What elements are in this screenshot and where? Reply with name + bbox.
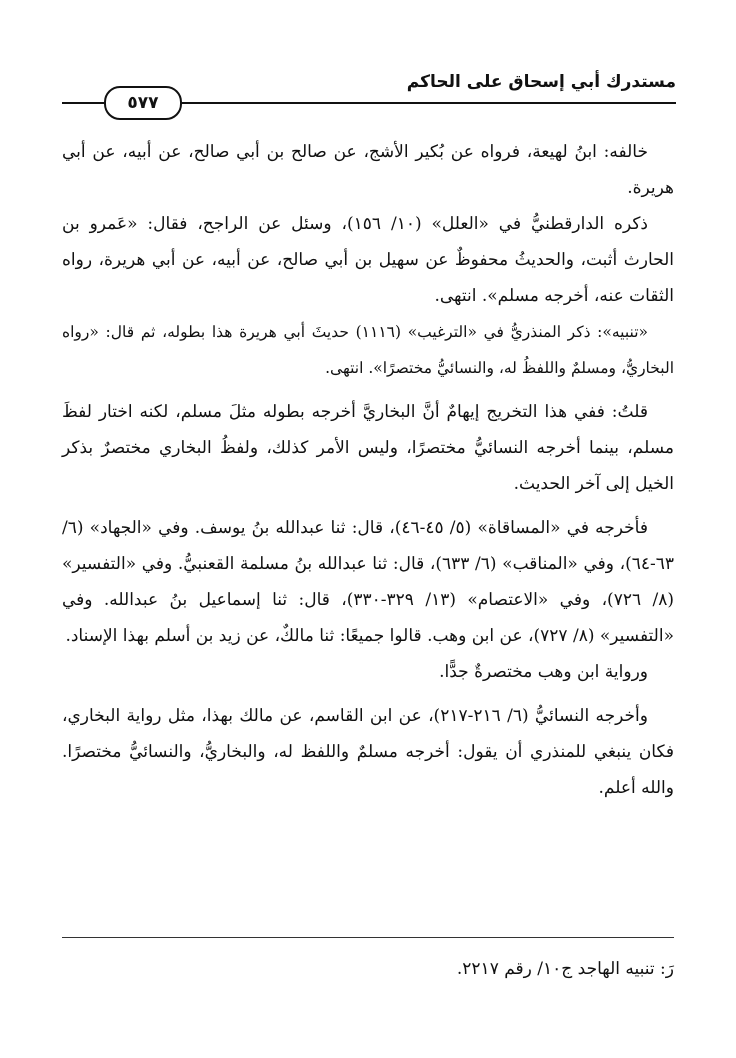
paragraph-5: فأخرجه في «المساقاة» (٥/ ٤٥-٤٦)، قال: ثنا عبدالله بنُ يوسف. وفي «الجهاد» (٦/ ٦٣-٦٤)، وفي «المناقب» (٦/ ٦٣٣)، قال: ثنا عبدالله بنُ مسلمة القعنبيُّ. وفي «التفسير» (٨/ ٧٢٦)، وفي «الاعتصام» (١٣/ ٣٢٩-٣٣٠)، قال: ثنا إسماعيل بنُ عبدالله. وفي «التفسير» (٨/ ٧٢٧)، عن ابن وهب. قالوا جميعًا: ثنا مالكٌ، عن زيد بن أسلم بهذا الإسناد. — [62, 518, 675, 646]
paragraph-3: «تنبيه»: ذكر المنذريُّ في «الترغيب» (١١١٦) حديثَ أبي هريرة هذا بطوله، ثم قال: «رواه البخاريُّ، ومسلمٌ واللفظُ له، والنسائيُّ مختصرًا». انتهى. — [62, 323, 674, 377]
paragraph-4: قلتُ: ففي هذا التخريج إيهامٌ أنَّ البخاريَّ أخرجه بطوله مثلَ مسلم، لكنه اختار لفظَ مسلم، بينما أخرجه النسائيُّ مختصرًا، وليس الأمر كذلك، ولفظُ البخاري مختصرٌ بذكر الخيل إلى آخر الحديث. — [62, 402, 674, 494]
paragraph-7: وأخرجه النسائيُّ (٦/ ٢١٦-٢١٧)، عن ابن القاسم، عن مالك بهذا، مثل رواية البخاري، فكان ينبغي للمنذري أن يقول: أخرجه مسلمٌ واللفظ له، والبخاريُّ، والنسائيُّ مختصرًا. والله أعلم. — [62, 706, 674, 798]
footnote-divider — [62, 937, 674, 938]
footnote: رَ: تنبيه الهاجد ج١٠/ رقم ٢٢١٧. — [456, 959, 674, 979]
running-title: مستدرك أبي إسحاق على الحاكم — [406, 72, 676, 92]
page-header — [62, 68, 676, 118]
paragraph-1: خالفه: ابنُ لهيعة، فرواه عن بُكير الأشج، عن صالح بن أبي صالح، عن أبيه، عن أبي هريرة. — [62, 142, 674, 198]
page-number-badge: ٥٧٧ — [104, 86, 182, 120]
main-text — [62, 134, 674, 806]
paragraph-6: ورواية ابن وهب مختصرةٌ جدًّا. — [439, 662, 648, 682]
paragraph-2: ذكره الدارقطنيُّ في «العلل» (١٠/ ١٥٦)، وسئل عن الراجح، فقال: «عَمرو بن الحارث أثبت، والحديثُ محفوظٌ عن سهيل بن أبي صالح، عن أبيه، عن أبي هريرة، رواه الثقات عنه، أخرجه مسلم». انتهى. — [62, 214, 674, 306]
